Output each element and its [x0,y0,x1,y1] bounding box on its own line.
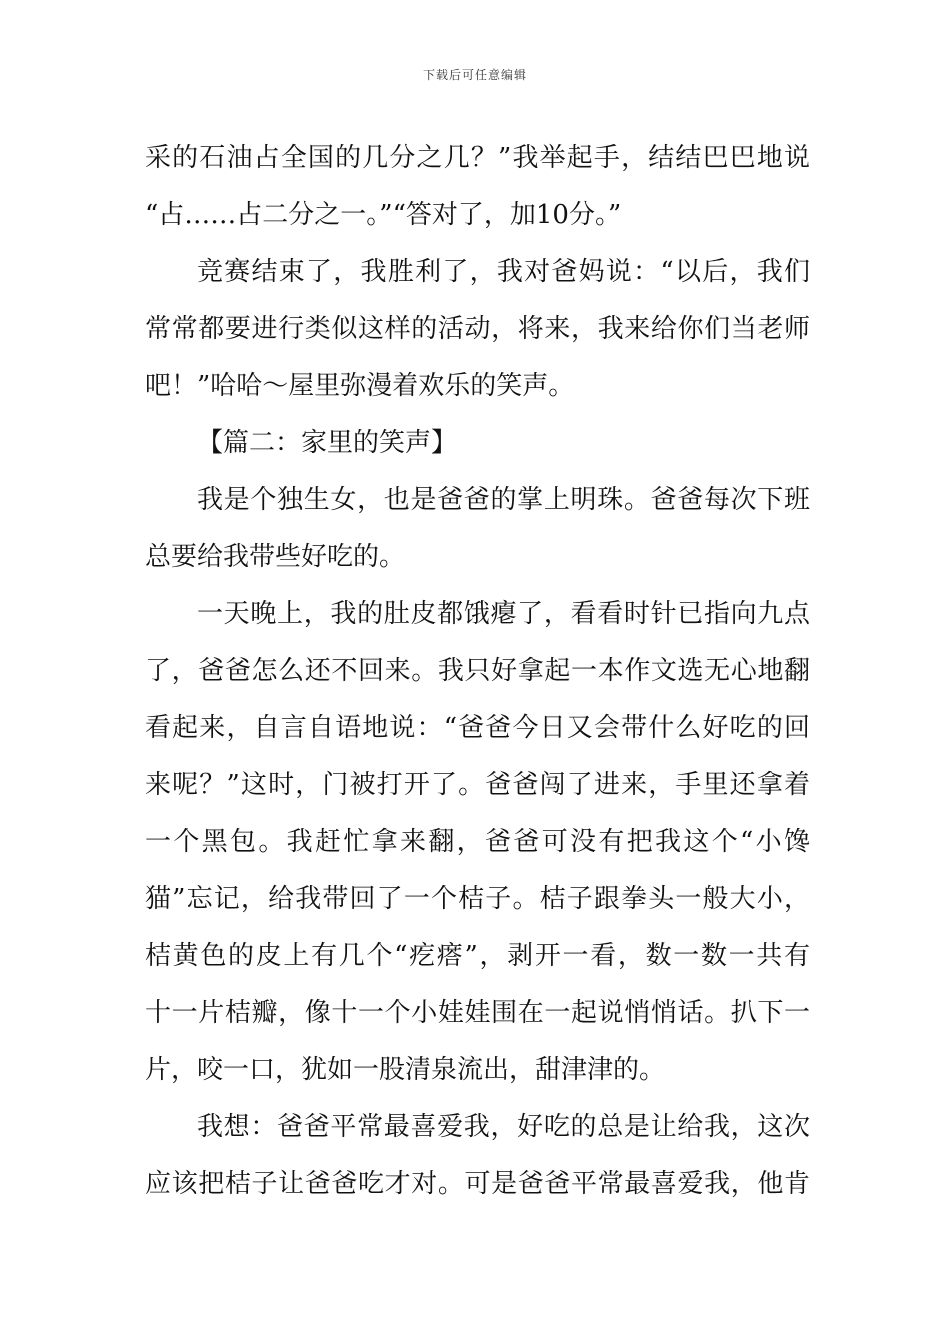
text-line: 来呢？”这时，门被打开了。爸爸闯了进来，手里还拿着 [145,770,810,800]
text-line: 应该把桔子让爸爸吃才对。可是爸爸平常最喜爱我，他肯 [145,1169,810,1199]
text-line: 常常都要进行类似这样的活动，将来，我来给你们当老师 [145,314,810,344]
page-header: 下载后可任意编辑 [422,68,527,82]
text-line: 看起来，自言自语地说：“爸爸今日又会带什么好吃的回 [145,713,810,743]
text-line: “占……占二分之一。”“答对了，加10分。” [145,200,622,230]
text-line: 我是个独生女，也是爸爸的掌上明珠。爸爸每次下班 [197,485,810,515]
text-line: 一个黑包。我赶忙拿来翻，爸爸可没有把我这个“小馋 [145,827,810,857]
text-line: 吧！”哈哈～屋里弥漫着欢乐的笑声。 [145,371,575,401]
section-heading: 【篇二：家里的笑声】 [197,428,458,458]
text-line: 一天晚上，我的肚皮都饿瘪了，看看时针已指向九点 [197,599,810,629]
text-line: 竞赛结束了，我胜利了，我对爸妈说：“以后，我们 [197,257,810,287]
text-line: 桔黄色的皮上有几个“疙瘩”，剥开一看，数一数一共有 [145,941,810,971]
document-body [145,130,810,1213]
text-line: 采的石油占全国的几分之几？”我举起手，结结巴巴地说 [145,143,810,173]
text-line: 总要给我带些好吃的。 [145,542,406,572]
text-line: 片，咬一口，犹如一股清泉流出，甜津津的。 [145,1055,666,1085]
text-line: 我想：爸爸平常最喜爱我，好吃的总是让给我，这次 [197,1112,810,1142]
text-line: 猫”忘记，给我带回了一个桔子。桔子跟拳头一般大小， [145,884,810,914]
text-line: 了，爸爸怎么还不回来。我只好拿起一本作文选无心地翻 [145,656,810,686]
text-line: 十一片桔瓣，像十一个小娃娃围在一起说悄悄话。扒下一 [145,998,810,1028]
